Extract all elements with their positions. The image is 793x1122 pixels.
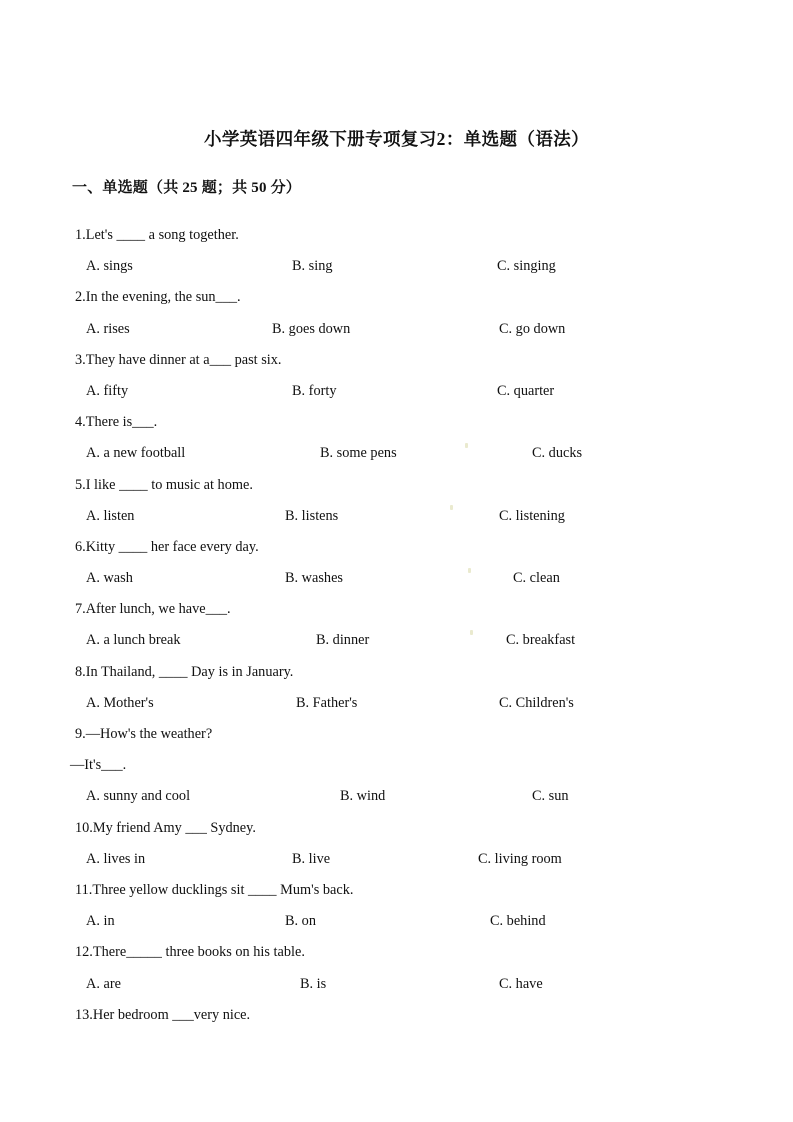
option-row	[0, 625, 793, 656]
answer-option[interactable]: B. listens	[285, 507, 339, 524]
question-stem: 3.They have dinner at a___ past six.	[75, 351, 282, 368]
answer-option[interactable]: B. some pens	[320, 445, 397, 462]
answer-option[interactable]: C. breakfast	[506, 632, 576, 649]
option-row	[0, 688, 793, 719]
section-heading: 一、单选题（共 25 题；共 50 分）	[72, 180, 302, 196]
question-stem: 7.After lunch, we have___.	[75, 601, 231, 618]
option-row	[0, 251, 793, 282]
answer-option[interactable]: A. fifty	[86, 382, 129, 399]
answer-option[interactable]: A. are	[86, 975, 121, 992]
answer-option[interactable]: C. ducks	[532, 445, 583, 462]
answer-option[interactable]: C. behind	[490, 913, 546, 930]
answer-option[interactable]: C. clean	[513, 570, 560, 587]
answer-option[interactable]: C. living room	[478, 850, 562, 867]
answer-option[interactable]: A. listen	[86, 507, 135, 524]
answer-option[interactable]: A. sings	[86, 258, 133, 275]
question-list	[0, 220, 793, 1031]
answer-option[interactable]: A. lives in	[86, 850, 146, 867]
option-row	[0, 376, 793, 407]
answer-option[interactable]: B. washes	[285, 570, 343, 587]
answer-option[interactable]: A. Mother's	[86, 694, 154, 711]
option-row	[0, 563, 793, 594]
answer-option[interactable]: C. listening	[499, 507, 565, 524]
question-stem: 8.In Thailand, ____ Day is in January.	[75, 663, 294, 680]
option-row	[0, 781, 793, 812]
question-stem: 2.In the evening, the sun___.	[75, 289, 241, 306]
answer-option[interactable]: C. quarter	[497, 382, 555, 399]
option-row	[0, 314, 793, 345]
answer-option[interactable]: C. go down	[499, 320, 566, 337]
answer-option[interactable]: A. in	[86, 913, 115, 930]
answer-option[interactable]: C. sun	[532, 788, 569, 805]
option-row	[0, 501, 793, 532]
answer-option[interactable]: C. have	[499, 975, 543, 992]
question-stem: 1.Let's ____ a song together.	[75, 227, 239, 243]
question-stem: 13.Her bedroom ___very nice.	[75, 1006, 251, 1023]
answer-option[interactable]: B. on	[285, 913, 316, 930]
answer-option[interactable]: A. a lunch break	[86, 632, 181, 649]
answer-option[interactable]: B. is	[300, 975, 327, 992]
option-row	[0, 438, 793, 469]
answer-option[interactable]: B. goes down	[272, 320, 351, 337]
option-row	[0, 969, 793, 1000]
question-stem-continued: —It's___.	[70, 757, 127, 774]
page-title: 小学英语四年级下册专项复习2：单选题（语法）	[203, 129, 590, 149]
option-row	[0, 906, 793, 937]
answer-option[interactable]: A. sunny and cool	[86, 788, 191, 805]
answer-option[interactable]: B. Father's	[296, 694, 358, 711]
question-stem: 4.There is___.	[75, 414, 158, 431]
question-stem: 6.Kitty ____ her face every day.	[75, 538, 259, 555]
question-stem: 10.My friend Amy ___ Sydney.	[75, 819, 256, 836]
answer-option[interactable]: B. live	[292, 850, 331, 867]
answer-option[interactable]: B. wind	[340, 788, 386, 805]
question-stem: 11.Three yellow ducklings sit ____ Mum's back.	[75, 881, 354, 898]
answer-option[interactable]: A. wash	[86, 570, 133, 587]
option-row	[0, 844, 793, 875]
answer-option[interactable]: C. singing	[497, 258, 556, 275]
answer-option[interactable]: B. dinner	[316, 632, 370, 649]
answer-option[interactable]: A. a new football	[86, 445, 186, 462]
answer-option[interactable]: C. Children's	[499, 694, 574, 711]
question-stem: 5.I like ____ to music at home.	[75, 476, 253, 493]
answer-option[interactable]: B. sing	[292, 258, 333, 275]
question-stem: 12.There_____ three books on his table.	[75, 944, 305, 961]
answer-option[interactable]: B. forty	[292, 382, 337, 399]
answer-option[interactable]: A. rises	[86, 320, 130, 337]
question-stem: 9.—How's the weather?	[75, 726, 213, 742]
